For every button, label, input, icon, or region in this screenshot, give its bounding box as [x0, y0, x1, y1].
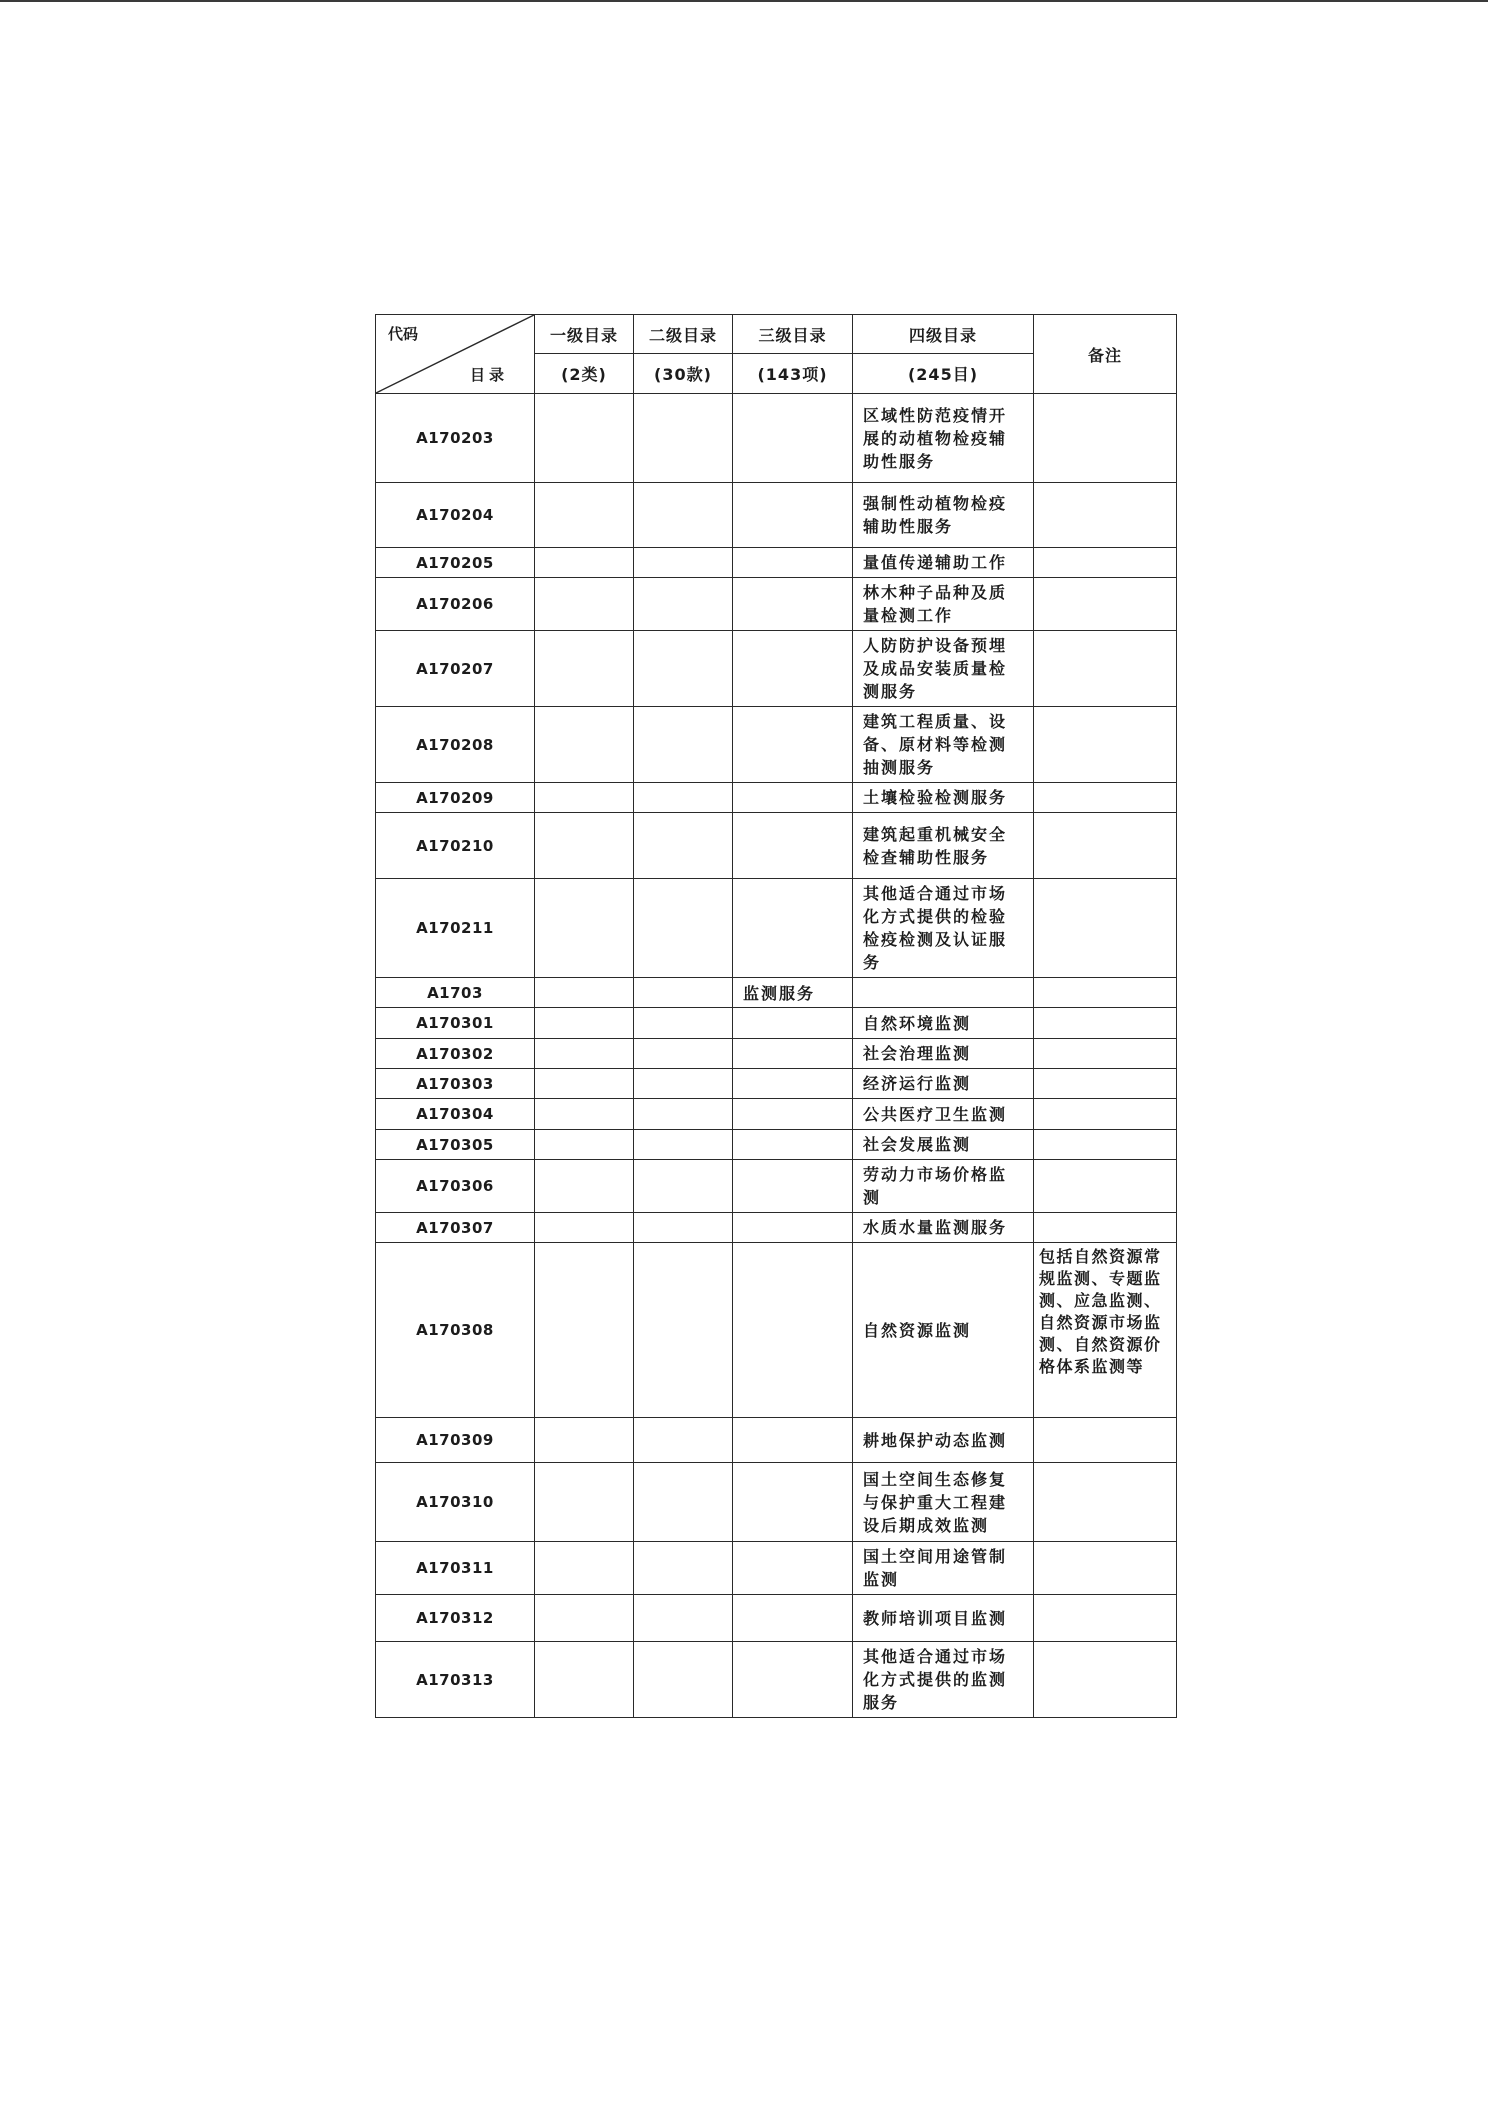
row-level1 — [535, 1099, 634, 1130]
table-row — [376, 1160, 1177, 1213]
row-level2 — [634, 1642, 733, 1718]
row-level3 — [733, 1160, 853, 1213]
row-level2 — [634, 1099, 733, 1130]
row-level2 — [634, 783, 733, 813]
header-remark-title: 备注 — [1034, 315, 1177, 394]
row-level3 — [733, 707, 853, 783]
row-level3 — [733, 1642, 853, 1718]
row-level1 — [535, 1039, 634, 1069]
row-level2 — [634, 1008, 733, 1039]
row-level2 — [634, 394, 733, 483]
row-level2 — [634, 483, 733, 548]
row-level4: 耕地保护动态监测 — [853, 1418, 1034, 1463]
row-level1 — [535, 1213, 634, 1243]
row-level2 — [634, 548, 733, 578]
row-level3 — [733, 1039, 853, 1069]
row-level2 — [634, 813, 733, 879]
row-level4: 社会治理监测 — [853, 1039, 1034, 1069]
row-remark — [1034, 1008, 1177, 1039]
row-level4: 建筑起重机械安全检查辅助性服务 — [853, 813, 1034, 879]
row-level2 — [634, 578, 733, 631]
row-level4: 水质水量监测服务 — [853, 1213, 1034, 1243]
row-level1 — [535, 1595, 634, 1642]
row-remark — [1034, 1463, 1177, 1542]
row-remark — [1034, 813, 1177, 879]
row-level2 — [634, 1039, 733, 1069]
row-level3: 监测服务 — [733, 978, 853, 1008]
header-level1-count: (2类) — [535, 354, 634, 394]
row-level4 — [853, 978, 1034, 1008]
row-level1 — [535, 813, 634, 879]
header-level4-count: (245目) — [853, 354, 1034, 394]
row-level1 — [535, 483, 634, 548]
table-row — [376, 1039, 1177, 1069]
table-row — [376, 1595, 1177, 1642]
row-code: A170209 — [376, 783, 535, 813]
row-remark: 包括自然资源常规监测、专题监测、应急监测、自然资源市场监测、自然资源价格体系监测等 — [1034, 1243, 1177, 1418]
row-remark — [1034, 707, 1177, 783]
row-level3 — [733, 1542, 853, 1595]
row-level2 — [634, 1160, 733, 1213]
row-level1 — [535, 1542, 634, 1595]
table-row — [376, 783, 1177, 813]
row-remark — [1034, 1595, 1177, 1642]
row-level2 — [634, 1463, 733, 1542]
row-remark — [1034, 1130, 1177, 1160]
header-level3-count: (143项) — [733, 354, 853, 394]
row-level3 — [733, 1463, 853, 1542]
row-level1 — [535, 978, 634, 1008]
header-level2-title: 二级目录 — [634, 315, 733, 354]
row-level3 — [733, 813, 853, 879]
row-level1 — [535, 1642, 634, 1718]
header-level4-title: 四级目录 — [853, 315, 1034, 354]
row-level4: 林木种子品种及质量检测工作 — [853, 578, 1034, 631]
row-level4: 区域性防范疫情开展的动植物检疫辅助性服务 — [853, 394, 1034, 483]
row-level2 — [634, 879, 733, 978]
row-level1 — [535, 578, 634, 631]
table-row — [376, 978, 1177, 1008]
row-level4: 劳动力市场价格监测 — [853, 1160, 1034, 1213]
row-code: A170309 — [376, 1418, 535, 1463]
row-level4: 自然环境监测 — [853, 1008, 1034, 1039]
table-row — [376, 1130, 1177, 1160]
row-remark — [1034, 1642, 1177, 1718]
row-code: A170207 — [376, 631, 535, 707]
row-level1 — [535, 1008, 634, 1039]
row-level1 — [535, 707, 634, 783]
row-level4: 人防防护设备预埋及成品安装质量检测服务 — [853, 631, 1034, 707]
row-level4: 土壤检验检测服务 — [853, 783, 1034, 813]
row-code: A170313 — [376, 1642, 535, 1718]
row-level4: 社会发展监测 — [853, 1130, 1034, 1160]
row-remark — [1034, 548, 1177, 578]
table-row — [376, 548, 1177, 578]
table-row — [376, 813, 1177, 879]
table-row — [376, 1213, 1177, 1243]
table-row — [376, 1463, 1177, 1542]
row-code: A170208 — [376, 707, 535, 783]
table-row — [376, 1542, 1177, 1595]
row-remark — [1034, 879, 1177, 978]
row-level2 — [634, 978, 733, 1008]
row-code: A170210 — [376, 813, 535, 879]
header-code-label: 代码 — [388, 325, 419, 343]
row-code: A170306 — [376, 1160, 535, 1213]
row-code: A170204 — [376, 483, 535, 548]
row-code: A170203 — [376, 394, 535, 483]
row-level3 — [733, 1595, 853, 1642]
row-code: A170206 — [376, 578, 535, 631]
row-remark — [1034, 1069, 1177, 1099]
header-level2-count: (30款) — [634, 354, 733, 394]
row-level3 — [733, 1008, 853, 1039]
row-remark — [1034, 631, 1177, 707]
table-row — [376, 1243, 1177, 1418]
row-code: A170305 — [376, 1130, 535, 1160]
row-level3 — [733, 1130, 853, 1160]
scan-top-border — [0, 0, 1488, 2]
row-code: A1703 — [376, 978, 535, 1008]
row-level2 — [634, 707, 733, 783]
row-level1 — [535, 1069, 634, 1099]
row-level3 — [733, 1213, 853, 1243]
table-row — [376, 631, 1177, 707]
row-level2 — [634, 1213, 733, 1243]
table-row — [376, 1099, 1177, 1130]
row-level4: 教师培训项目监测 — [853, 1595, 1034, 1642]
row-level3 — [733, 631, 853, 707]
service-catalog-table — [375, 314, 1177, 1718]
row-remark — [1034, 1418, 1177, 1463]
row-level4: 自然资源监测 — [853, 1243, 1034, 1418]
row-code: A170301 — [376, 1008, 535, 1039]
row-level2 — [634, 1243, 733, 1418]
row-level1 — [535, 783, 634, 813]
row-level3 — [733, 394, 853, 483]
row-code: A170307 — [376, 1213, 535, 1243]
row-code: A170303 — [376, 1069, 535, 1099]
row-level1 — [535, 1130, 634, 1160]
row-level4: 其他适合通过市场化方式提供的监测服务 — [853, 1642, 1034, 1718]
row-remark — [1034, 1213, 1177, 1243]
row-remark — [1034, 978, 1177, 1008]
header-level3-title: 三级目录 — [733, 315, 853, 354]
row-code: A170308 — [376, 1243, 535, 1418]
row-level2 — [634, 1595, 733, 1642]
row-level2 — [634, 1069, 733, 1099]
row-level1 — [535, 631, 634, 707]
row-level1 — [535, 1418, 634, 1463]
row-code: A170211 — [376, 879, 535, 978]
row-remark — [1034, 1542, 1177, 1595]
row-level4: 强制性动植物检疫辅助性服务 — [853, 483, 1034, 548]
row-level4: 国土空间用途管制监测 — [853, 1542, 1034, 1595]
row-level2 — [634, 1418, 733, 1463]
row-level3 — [733, 879, 853, 978]
row-level1 — [535, 879, 634, 978]
row-remark — [1034, 483, 1177, 548]
row-remark — [1034, 1039, 1177, 1069]
table-row — [376, 1418, 1177, 1463]
table-row — [376, 879, 1177, 978]
row-code: A170205 — [376, 548, 535, 578]
table-row — [376, 394, 1177, 483]
header-diagonal-cell — [376, 315, 535, 394]
row-level3 — [733, 1418, 853, 1463]
row-level3 — [733, 578, 853, 631]
row-code: A170310 — [376, 1463, 535, 1542]
row-level1 — [535, 394, 634, 483]
row-remark — [1034, 1099, 1177, 1130]
row-level3 — [733, 1099, 853, 1130]
row-level4: 其他适合通过市场化方式提供的检验检疫检测及认证服务 — [853, 879, 1034, 978]
row-level2 — [634, 1542, 733, 1595]
row-level1 — [535, 1160, 634, 1213]
row-remark — [1034, 783, 1177, 813]
row-remark — [1034, 1160, 1177, 1213]
row-level4: 公共医疗卫生监测 — [853, 1099, 1034, 1130]
row-level3 — [733, 1243, 853, 1418]
table-row — [376, 1069, 1177, 1099]
row-level4: 国土空间生态修复与保护重大工程建设后期成效监测 — [853, 1463, 1034, 1542]
row-code: A170312 — [376, 1595, 535, 1642]
table-row — [376, 483, 1177, 548]
row-level1 — [535, 548, 634, 578]
header-directory-label: 目录 — [469, 366, 508, 384]
row-level4: 建筑工程质量、设备、原材料等检测抽测服务 — [853, 707, 1034, 783]
row-level3 — [733, 1069, 853, 1099]
row-code: A170302 — [376, 1039, 535, 1069]
row-level3 — [733, 483, 853, 548]
header-level1-title: 一级目录 — [535, 315, 634, 354]
row-level2 — [634, 631, 733, 707]
header-row-titles — [376, 315, 1177, 354]
table-row — [376, 1642, 1177, 1718]
row-remark — [1034, 578, 1177, 631]
row-code: A170311 — [376, 1542, 535, 1595]
row-level3 — [733, 548, 853, 578]
row-level2 — [634, 1130, 733, 1160]
row-level1 — [535, 1243, 634, 1418]
row-level4: 量值传递辅助工作 — [853, 548, 1034, 578]
table-row — [376, 707, 1177, 783]
row-code: A170304 — [376, 1099, 535, 1130]
row-level3 — [733, 783, 853, 813]
row-level1 — [535, 1463, 634, 1542]
row-level4: 经济运行监测 — [853, 1069, 1034, 1099]
table-row — [376, 578, 1177, 631]
table-row — [376, 1008, 1177, 1039]
row-remark — [1034, 394, 1177, 483]
